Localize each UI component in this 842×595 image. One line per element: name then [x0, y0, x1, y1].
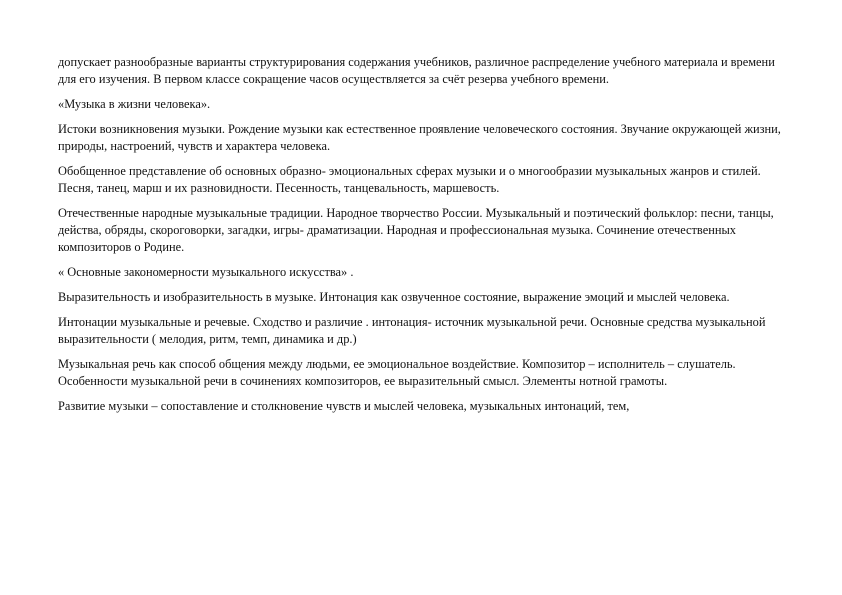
paragraph-9: Музыкальная речь как способ общения между людьми, ее эмоциональное воздействие. Композитор – исполнитель – слушатель. Особенности музыкальной речи в сочинениях композиторов, ее выразительный смысл. Элементы нотной грамоты. — [58, 357, 736, 388]
paragraph-1: допускает разнообразные варианты структурирования содержания учебников, различное распределение учебного материала и времени для его изучения. В первом классе сокращение часов осуществляется за счёт резерва учебного времени. — [58, 55, 775, 86]
document-body — [58, 54, 788, 423]
paragraph-2-heading: «Музыка в жизни человека». — [58, 97, 211, 111]
paragraph-4: Обобщенное представление об основных образно- эмоциональных сферах музыки и о многообразии музыкальных жанров и стилей. Песня, танец, марш и их разновидности. Песенность, танцевальность, маршевость. — [58, 164, 761, 195]
paragraph-3: Истоки возникновения музыки. Рождение музыки как естественное проявление человеческого состояния. Звучание окружающей жизни, природы, настроений, чувств и характера человека. — [58, 122, 781, 153]
paragraph-6-heading: « Основные закономерности музыкального искусства» . — [58, 265, 354, 279]
paragraph-7: Выразительность и изобразительность в музыке. Интонация как озвученное состояние, выражение эмоций и мыслей человека. — [58, 290, 730, 304]
paragraph-5: Отечественные народные музыкальные традиции. Народное творчество России. Музыкальный и поэтический фольклор: песни, танцы, действа, обряды, скороговорки, загадки, игры- драматизации. Народная и профессиональная музыка. Сочинение отечественных композиторов о Родине. — [58, 206, 774, 254]
paragraph-8: Интонации музыкальные и речевые. Сходство и различие . интонация- источник музыкальной речи. Основные средства музыкальной выразительности ( мелодия, ритм, темп, динамика и др.) — [58, 315, 766, 346]
paragraph-10: Развитие музыки – сопоставление и столкновение чувств и мыслей человека, музыкальных интонаций, тем, — [58, 399, 630, 413]
